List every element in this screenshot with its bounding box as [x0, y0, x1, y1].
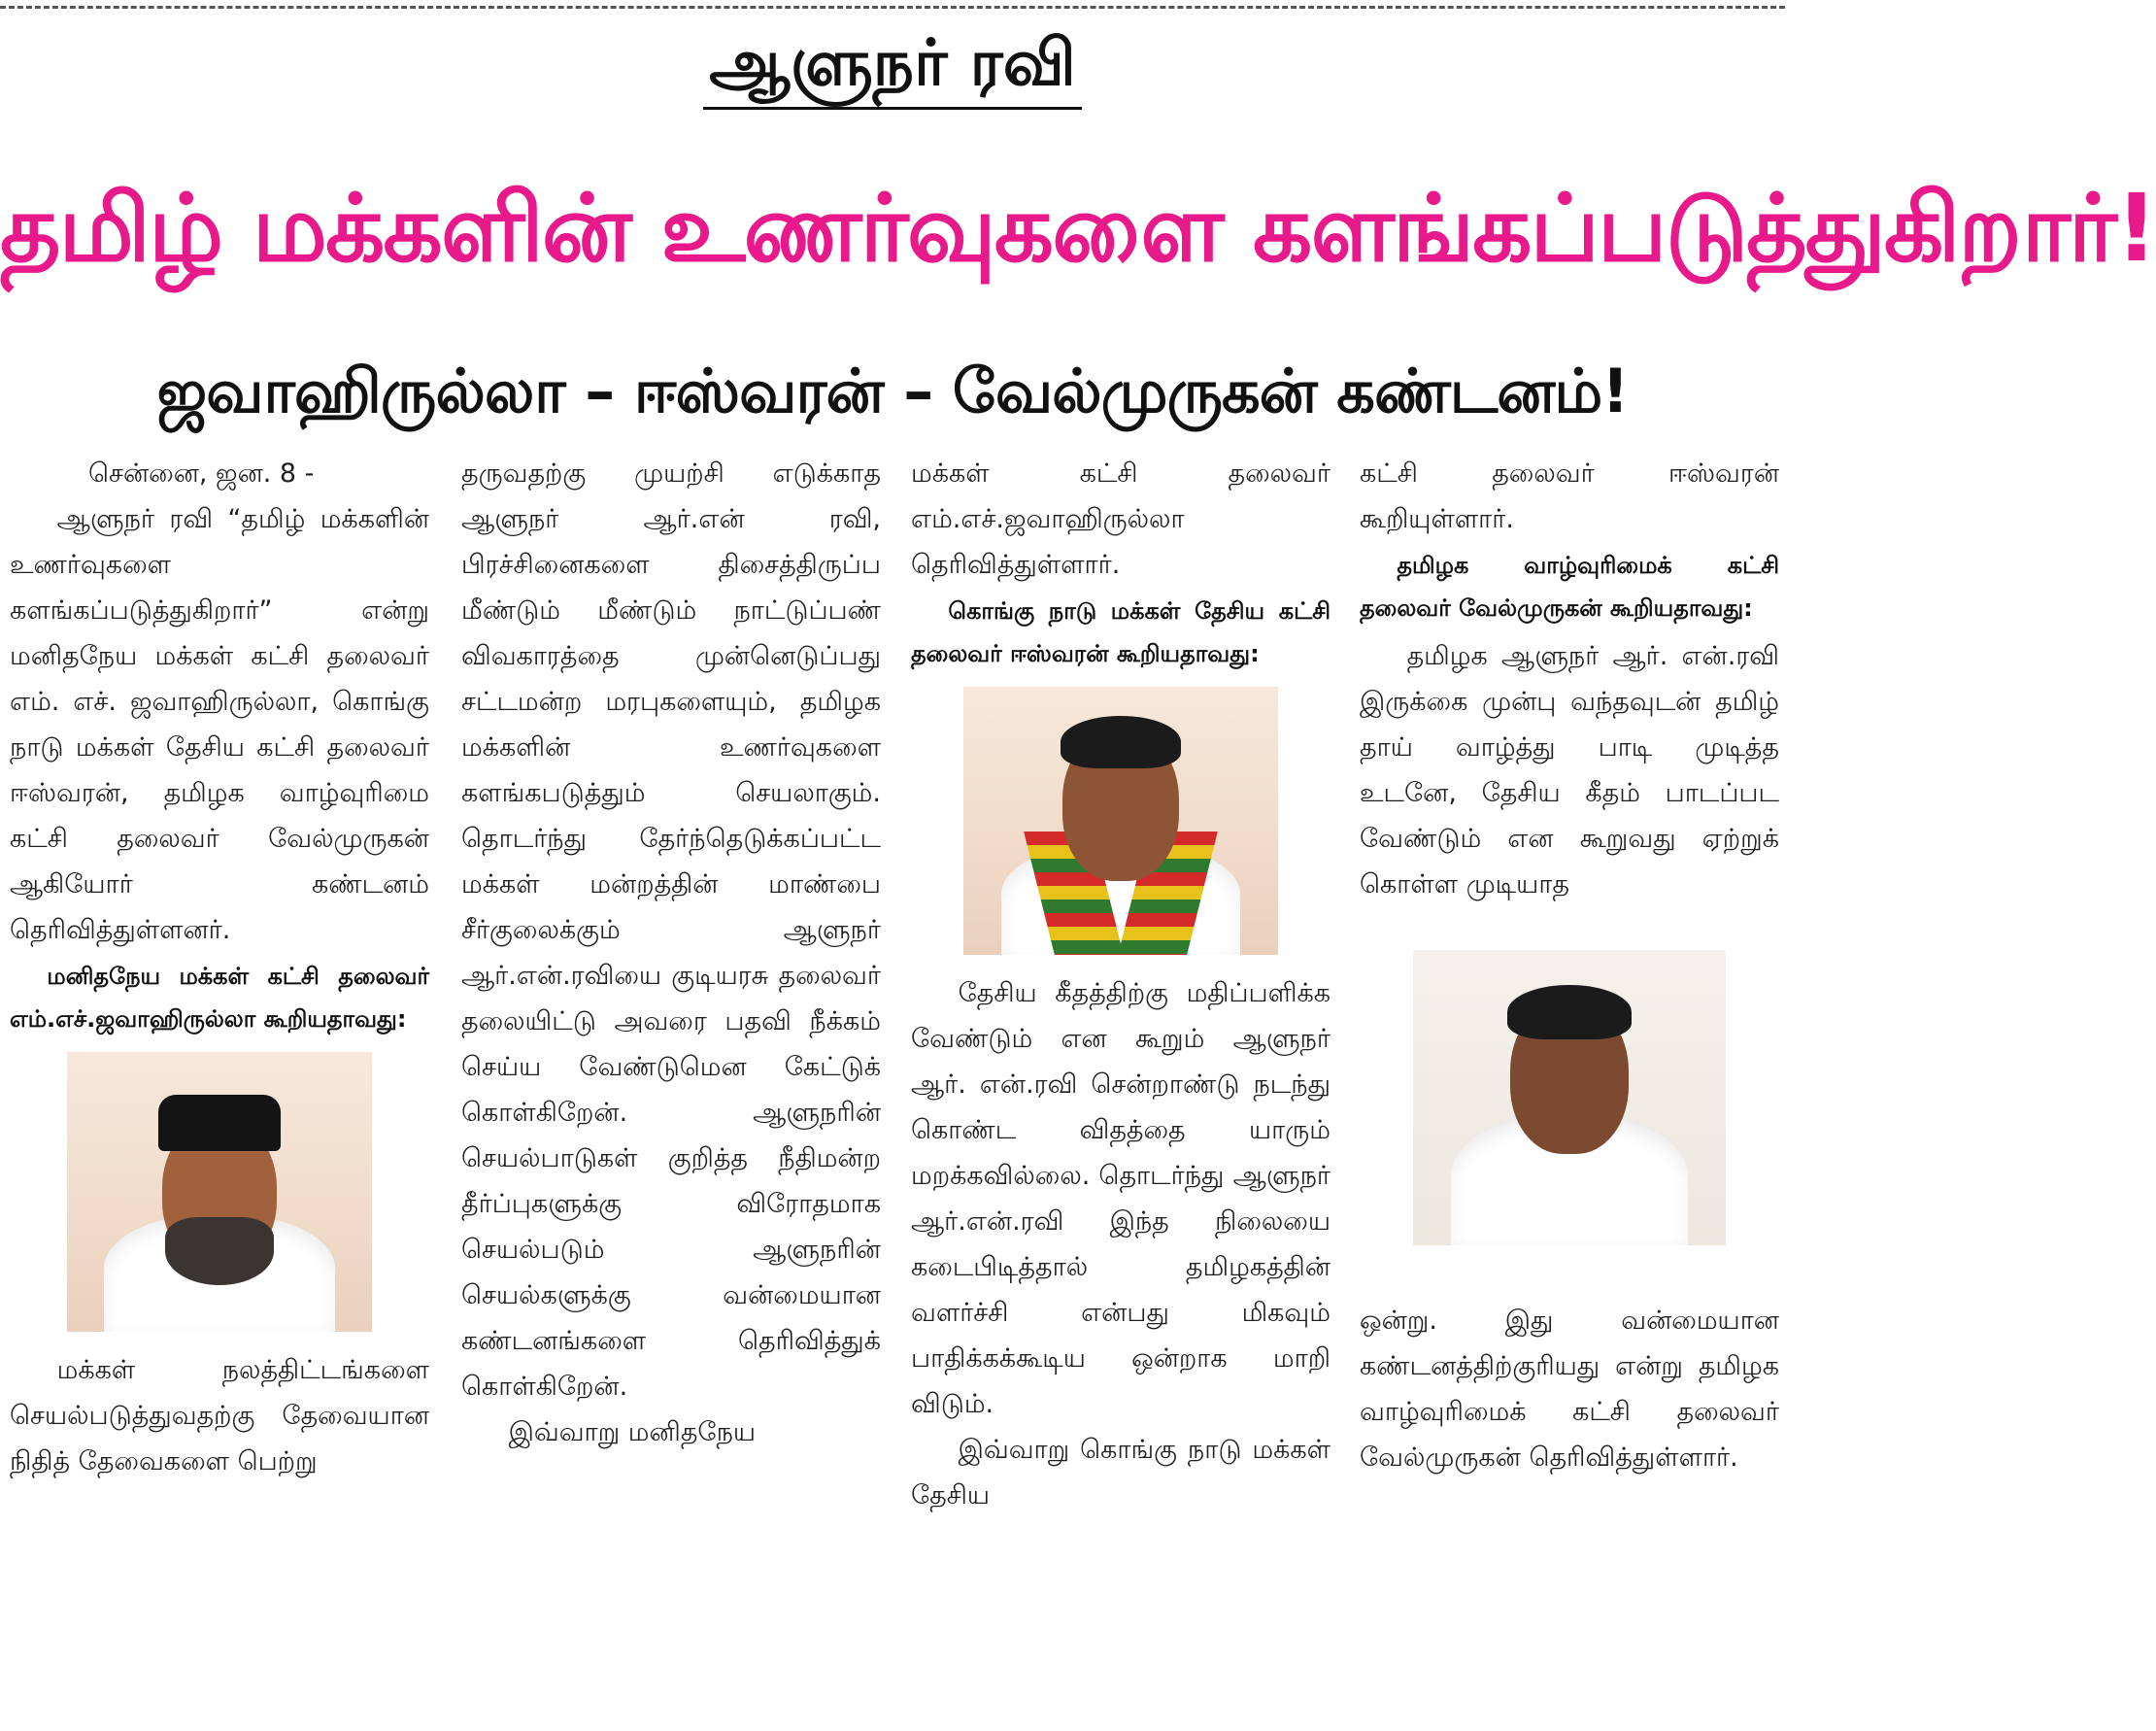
col3-text: மக்கள் கட்சி தலைவர் எம்.எச்.ஜவாஹிருல்லா தெரிவித்துள்ளார்.	[911, 458, 1331, 580]
col1-after-photo: மக்கள் நலத்திட்டங்களை செயல்படுத்துவதற்கு தேவையான நிதித் தேவைகளை பெற்று	[10, 1355, 429, 1476]
dateline: சென்னை, ஜன. 8 -	[88, 458, 315, 489]
kicker: ஆளுநர் ரவி	[703, 21, 1082, 110]
col4-closing: ஒன்று. இது வன்மையான கண்டனத்திற்குரியது என்று தமிழக வாழ்வுரிமைக் கட்சி தலைவர் வேல்முருகன் தெரிவித்துள்ளார்.	[1360, 1306, 1779, 1473]
col1-intro: ஆளுநர் ரவி “தமிழ் மக்களின் உணர்வுகளை களங்கப்படுத்துகிறார்” என்று மனிதநேய மக்கள் கட்சி தலைவர் எம். எச். ஜவாஹிருல்லா, கொங்கு நாடு மக்கள் தேசிய கட்சி தலைவர் ஈஸ்வரன், தமிழக வாழ்வுரிமை கட்சி தலைவர் வேல்முருகன் ஆகியோர் கண்டனம் தெரிவித்துள்ளனர்.	[10, 504, 429, 945]
jawahirullah-photo	[67, 1052, 372, 1332]
col4-body: தமிழக ஆளுநர் ஆர். என்.ரவி இருக்கை முன்பு வந்தவுடன் தமிழ் தாய் வாழ்த்து பாடி முடித்த உடனே, தேசிய கீதம் பாடப்பட வேண்டும் என கூறுவது ஏற்றுக் கொள்ள முடியாத	[1360, 641, 1779, 899]
col4-heading: தமிழக வாழ்வுரிமைக் கட்சி தலைவர் வேல்முருகன் கூறியதாவது:	[1360, 552, 1779, 622]
photo-cap	[158, 1095, 281, 1151]
col1-heading: மனிதநேய மக்கள் கட்சி தலைவர் எம்.எச்.ஜவாஹிருல்லா கூறியதாவது:	[10, 963, 429, 1033]
subhead: ஜவாஹிருல்லா – ஈஸ்வரன் – வேல்முருகன் கண்டனம்!	[156, 356, 1629, 426]
column-3	[911, 451, 1331, 1723]
col4-text: கட்சி தலைவர் ஈஸ்வரன் கூறியுள்ளார்.	[1360, 458, 1779, 534]
top-dashed-rule	[0, 6, 1785, 9]
photo-hair	[1061, 716, 1181, 768]
velmurugan-photo	[1413, 950, 1726, 1245]
photo-hair	[1507, 985, 1632, 1039]
column-2	[461, 451, 881, 1723]
col2-text: தருவதற்கு முயற்சி எடுக்காத ஆளுநர் ஆர்.என் ரவி, பிரச்சினைகளை திசைத்திருப்ப மீண்டும் மீண்டும் நாட்டுப்பண் விவகாரத்தை முன்னெடுப்பது சட்டமன்ற மரபுகளையும், தமிழக மக்களின் உணர்வுகளை களங்கபடுத்தும் செயலாகும். தொடர்ந்து தேர்ந்தெடுக்கப்பட்ட மக்கள் மன்றத்தின் மாண்பை சீர்குலைக்கும் ஆளுநர் ஆர்.என்.ரவியை குடியரசு தலைவர் தலையிட்டு அவரை பதவி நீக்கம் செய்ய வேண்டுமென கேட்டுக் கொள்கிறேன். ஆளுநரின் செயல்பாடுகள் குறித்த நீதிமன்ற தீர்ப்புகளுக்கு விரோதமாக செயல்படும் ஆளுநரின் செயல்களுக்கு வன்மையான கண்டனங்களை தெரிவித்துக் கொள்கிறேன்.	[461, 458, 881, 1402]
col3-body: தேசிய கீதத்திற்கு மதிப்பளிக்க வேண்டும் என கூறும் ஆளுநர் ஆர். என்.ரவி சென்றாண்டு நடந்து கொண்ட விதத்தை யாரும் மறக்கவில்லை. தொடர்ந்து ஆளுநர் ஆர்.என்.ரவி இந்த நிலையை கடைபிடித்தால் தமிழகத்தின் வளர்ச்சி என்பது மிகவும் பாதிக்கக்கூடிய ஒன்றாக மாறி விடும்.	[911, 978, 1331, 1419]
col3-heading: கொங்கு நாடு மக்கள் தேசிய கட்சி தலைவர் ஈஸ்வரன் கூறியதாவது:	[911, 597, 1331, 667]
column-4	[1360, 451, 1779, 1723]
col2-closing: இவ்வாறு மனிதநேய	[508, 1417, 757, 1447]
photo-beard	[165, 1217, 274, 1285]
col3-closing: இவ்வாறு கொங்கு நாடு மக்கள் தேசிய	[911, 1435, 1331, 1510]
headline: தமிழ் மக்களின் உணர்வுகளை களங்கப்படுத்துகிறார்!	[0, 174, 2156, 283]
kicker-wrap	[0, 21, 1785, 110]
eswaran-photo	[963, 687, 1278, 955]
column-1	[10, 451, 429, 1723]
